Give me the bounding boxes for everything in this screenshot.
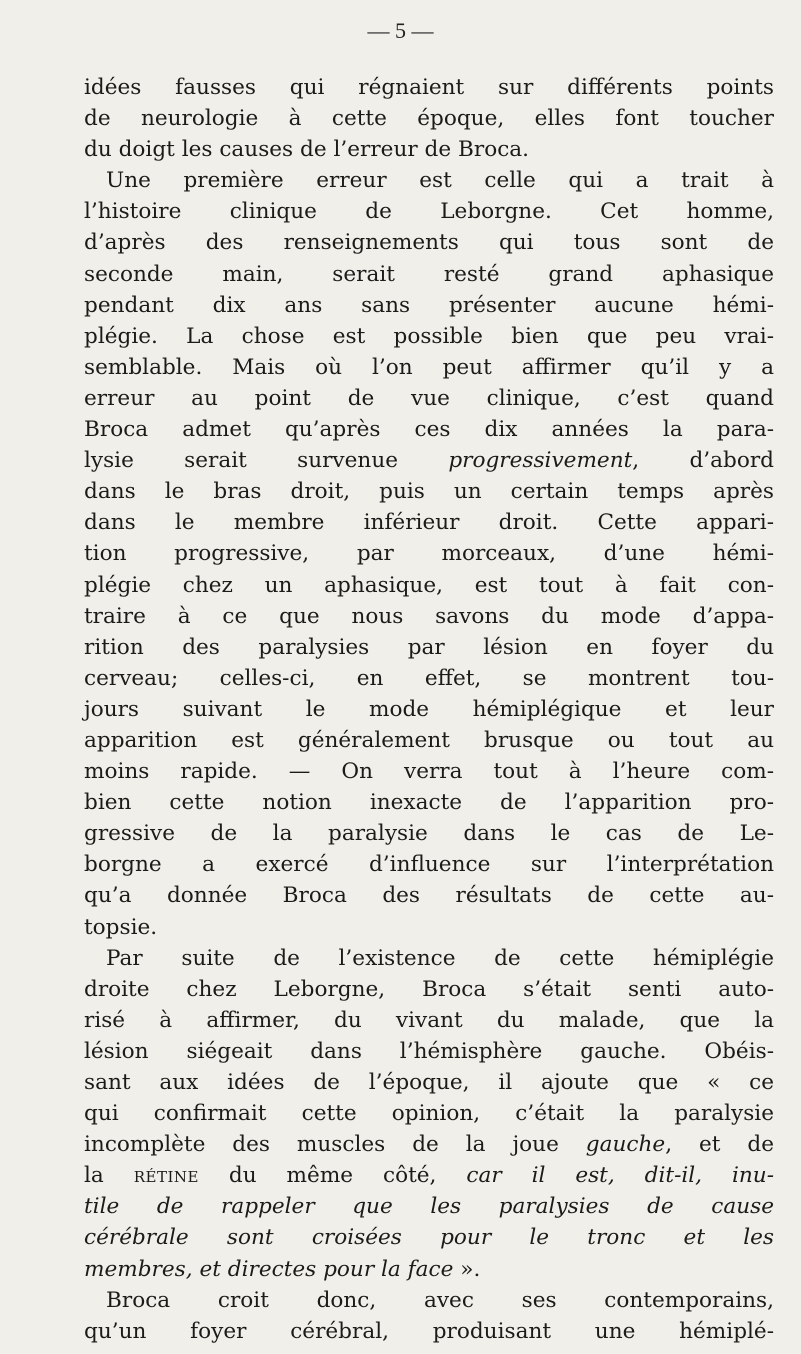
text-line — [84, 507, 774, 538]
text-run: du même côté, — [198, 1163, 467, 1189]
text-run: la — [84, 1163, 134, 1189]
text-run: Par suite de l’existence de cette hémiplégie — [106, 945, 774, 971]
text-run: sant aux idées de l’époque, il ajoute que « ce — [84, 1070, 774, 1095]
text-run: idées fausses qui régnaient sur différents points — [84, 75, 774, 100]
page-number: — 5 — — [367, 18, 434, 43]
text-run: de neurologie à cette époque, elles font toucher — [84, 106, 774, 132]
text-run: jours suivant le mode hémiplégique et leur — [84, 696, 774, 722]
text-run: qu’a donnée Broca des résultats de cette au- — [84, 883, 774, 909]
text-line — [84, 601, 774, 632]
text-run: Broca admet qu’après ces dix années la para- — [84, 417, 774, 443]
text-run: tion progressive, par morceaux, d’une hémi- — [84, 541, 774, 567]
text-run: moins rapide. — On verra tout à l’heure com- — [84, 759, 774, 785]
text-run: bien cette notion inexacte de l’apparition pro- — [84, 790, 774, 816]
text-line — [84, 196, 774, 227]
text-line — [84, 259, 774, 290]
text-run: lésion siégeait dans l’hémisphère gauche. Obéis- — [84, 1038, 774, 1064]
text-run: lysie serait survenue — [84, 448, 449, 474]
text-line — [84, 1160, 774, 1191]
text-line — [84, 787, 774, 818]
text-run: tile de rappeler que les paralysies de cause — [84, 1194, 774, 1220]
text-run: Une première erreur est celle qui a trait à — [106, 168, 774, 194]
text-line — [84, 538, 774, 569]
text-run: ». — [453, 1256, 481, 1282]
text-line — [84, 1005, 774, 1036]
text-run: Broca croit donc, avec ses contemporains, — [106, 1287, 774, 1313]
text-run: seconde main, serait resté grand aphasique — [84, 261, 774, 287]
text-line — [84, 1067, 774, 1098]
text-line — [84, 290, 774, 321]
text-line — [84, 134, 774, 165]
text-line — [84, 725, 774, 756]
body-text — [84, 72, 774, 1347]
text-run: , et de — [665, 1132, 774, 1158]
text-line — [84, 943, 774, 974]
text-line — [84, 103, 774, 134]
text-run: traire à ce que nous savons du mode d’appa- — [84, 603, 774, 629]
text-run: topsie. — [84, 914, 158, 940]
text-line — [84, 818, 774, 849]
text-run: car il est, dit-il, inu- — [466, 1163, 774, 1189]
text-line — [84, 352, 774, 383]
text-run: d’après des renseignements qui tous sont de — [84, 230, 774, 256]
text-run: membres, et directes pour la face — [84, 1256, 454, 1282]
text-run: pendant dix ans sans présenter aucune hémi- — [84, 292, 774, 318]
text-run: cerveau; celles-ci, en effet, se montrent tou- — [84, 665, 774, 691]
text-line — [84, 663, 774, 694]
text-run: dans le bras droit, puis un certain temps après — [84, 479, 774, 505]
text-run: qu’un foyer cérébral, produisant une hémiplé- — [84, 1318, 774, 1344]
text-line — [84, 165, 774, 196]
text-run: qui confirmait cette opinion, c’était la paralysie — [84, 1101, 774, 1127]
text-line — [84, 445, 774, 476]
text-line — [84, 974, 774, 1005]
text-line — [84, 1285, 774, 1316]
text-line — [84, 321, 774, 352]
text-run: l’histoire clinique de Leborgne. Cet homme, — [84, 199, 774, 225]
text-line — [84, 849, 774, 880]
text-line — [84, 880, 774, 911]
text-line — [84, 570, 774, 601]
text-run: erreur au point de vue clinique, c’est quand — [84, 385, 774, 411]
text-line — [84, 476, 774, 507]
text-run: gauche — [585, 1132, 666, 1158]
text-line — [84, 1129, 774, 1160]
text-run: droite chez Leborgne, Broca s’était senti auto- — [84, 976, 774, 1002]
text-run: plégie. La chose est possible bien que peu vrai- — [84, 323, 774, 349]
text-line — [84, 1098, 774, 1129]
text-line — [84, 383, 774, 414]
text-line — [84, 694, 774, 725]
text-line — [84, 72, 774, 103]
text-line — [84, 1316, 774, 1347]
text-line — [84, 414, 774, 445]
text-run: plégie chez un aphasique, est tout à fait con- — [84, 572, 774, 598]
text-run: semblable. Mais où l’on peut affirmer qu’il y a — [84, 354, 774, 380]
text-run: du doigt les causes de l’erreur de Broca. — [84, 137, 530, 163]
text-run: , d’abord — [632, 448, 774, 474]
text-line — [84, 1254, 774, 1285]
text-line — [84, 227, 774, 258]
text-run: rition des paralysies par lésion en foyer du — [84, 634, 774, 660]
text-line — [84, 632, 774, 663]
text-line — [84, 1222, 774, 1253]
text-run: apparition est généralement brusque ou tout au — [84, 727, 774, 753]
text-line — [84, 1191, 774, 1222]
text-run: borgne a exercé d’influence sur l’interprétation — [84, 852, 774, 878]
text-run: cérébrale sont croisées pour le tronc et les — [84, 1225, 774, 1251]
text-line — [84, 1036, 774, 1067]
text-line — [84, 756, 774, 787]
text-run: incomplète des muscles de la joue — [84, 1132, 586, 1158]
text-run: rétine — [133, 1163, 199, 1189]
text-run: dans le membre inférieur droit. Cette appari- — [84, 510, 774, 536]
text-line — [84, 912, 774, 943]
text-run: gressive de la paralysie dans le cas de Le- — [84, 821, 774, 847]
text-run: progressivement — [448, 448, 633, 474]
text-run: risé à affirmer, du vivant du malade, que la — [84, 1007, 774, 1033]
